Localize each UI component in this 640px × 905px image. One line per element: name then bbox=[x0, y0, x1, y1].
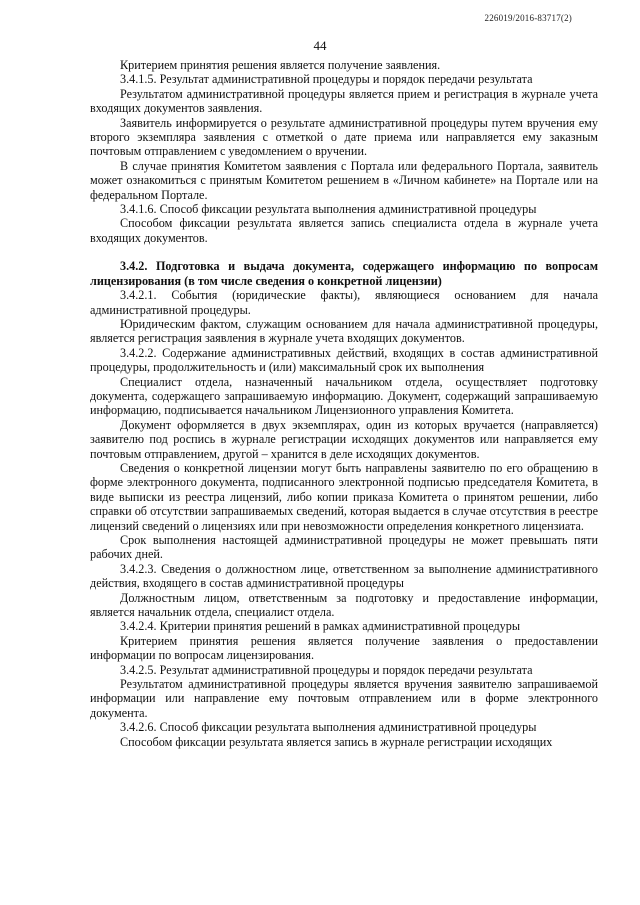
document-id: 226019/2016-83717(2) bbox=[484, 13, 572, 23]
paragraph: Документ оформляется в двух экземплярах, один из которых вручается (направляется) заявителю под роспись в журнале регистрации исходящих документов или направляется ему почтовым отправлением, другой – хранится в деле исходящих документов. bbox=[90, 417, 598, 461]
paragraph: Критерием принятия решения является получение заявления о предоставлении информации по вопросам лицензирования. bbox=[90, 633, 598, 663]
document-body bbox=[90, 58, 598, 749]
section-heading: 3.4.2. Подготовка и выдача документа, содержащего информацию по вопросам лицензирования (в том числе сведения о конкретной лицензии) bbox=[90, 259, 598, 288]
paragraph: Критерием принятия решения является получение заявления. bbox=[120, 58, 441, 72]
paragraph: Результатом административной процедуры является вручения заявителю запрашиваемой информации или направление ему почтовым отправлением или в форме электронного документа. bbox=[90, 677, 598, 720]
paragraph: В случае принятия Комитетом заявления с Портала или федерального Портала, заявитель может ознакомиться с принятым Комитетом решением в «Личном кабинете» на Портале или на федеральном Портале. bbox=[90, 158, 598, 202]
paragraph: Срок выполнения настоящей административной процедуры не может превышать пяти рабочих дней. bbox=[90, 533, 598, 562]
paragraph: Результатом административной процедуры является прием и регистрация в журнале учета входящих документов заявления. bbox=[90, 86, 598, 116]
subsection-heading: 3.4.2.6. Способ фиксации результата выполнения административной процедуры bbox=[120, 720, 537, 735]
paragraph: Заявитель информируется о результате административной процедуры путем вручения ему второго экземпляра заявления с отметкой о дате приема или направляется ему заказным почтовым отправлением с уведомлением о вручении. bbox=[90, 115, 598, 159]
subsection-heading: 3.4.2.5. Результат административной процедуры и порядок передачи результата bbox=[120, 662, 533, 677]
paragraph: Должностным лицом, ответственным за подготовку и предоставление информации, является начальник отдела, специалист отдела. bbox=[90, 590, 598, 620]
subsection-heading: 3.4.2.1. События (юридические факты), являющиеся основанием для начала административной процедуры. bbox=[90, 288, 598, 317]
paragraph: Способом фиксации результата является запись в журнале регистрации исходящих bbox=[120, 734, 553, 749]
page-number: 44 bbox=[313, 38, 327, 53]
subsection-heading: 3.4.2.3. Сведения о должностном лице, ответственном за выполнение административного действия, входящего в состав административной процедуры bbox=[90, 561, 598, 591]
subsection-heading: 3.4.1.6. Способ фиксации результата выполнения административной процедуры bbox=[120, 202, 537, 217]
paragraph: Сведения о конкретной лицензии могут быть направлены заявителю по его обращению в форме электронного документа, подписанного электронной подписью председателя Комитета, в виде выписки из реестра лицензий, либо копии приказа Комитета о принятом решении, либо справки об отсутствии запрашиваемых сведений, которая выдается в случае отсутствия в реестре лицензий сведений о лицензиях или при невозможности определения конкретного лицензиата. bbox=[90, 460, 598, 533]
subsection-heading: 3.4.2.4. Критерии принятия решений в рамках административной процедуры bbox=[120, 619, 521, 634]
paragraph: Юридическим фактом, служащим основанием для начала административной процедуры, является регистрация заявления в журнале учета входящих документов. bbox=[90, 316, 598, 346]
paragraph: Специалист отдела, назначенный начальником отдела, осуществляет подготовку документа, содержащего запрашиваемую информацию. Документ, содержащий запрашиваемую информацию, подписывается начальником Лицензионного управления Комитета. bbox=[90, 374, 598, 418]
subsection-heading: 3.4.2.2. Содержание административных действий, входящих в состав административной процедуры, продолжительность и (или) максимальный срок их выполнения bbox=[90, 345, 598, 375]
subsection-heading: 3.4.1.5. Результат административной процедуры и порядок передачи результата bbox=[120, 72, 533, 87]
paragraph: Способом фиксации результата является запись специалиста отдела в журнале учета входящих документов. bbox=[90, 216, 598, 245]
